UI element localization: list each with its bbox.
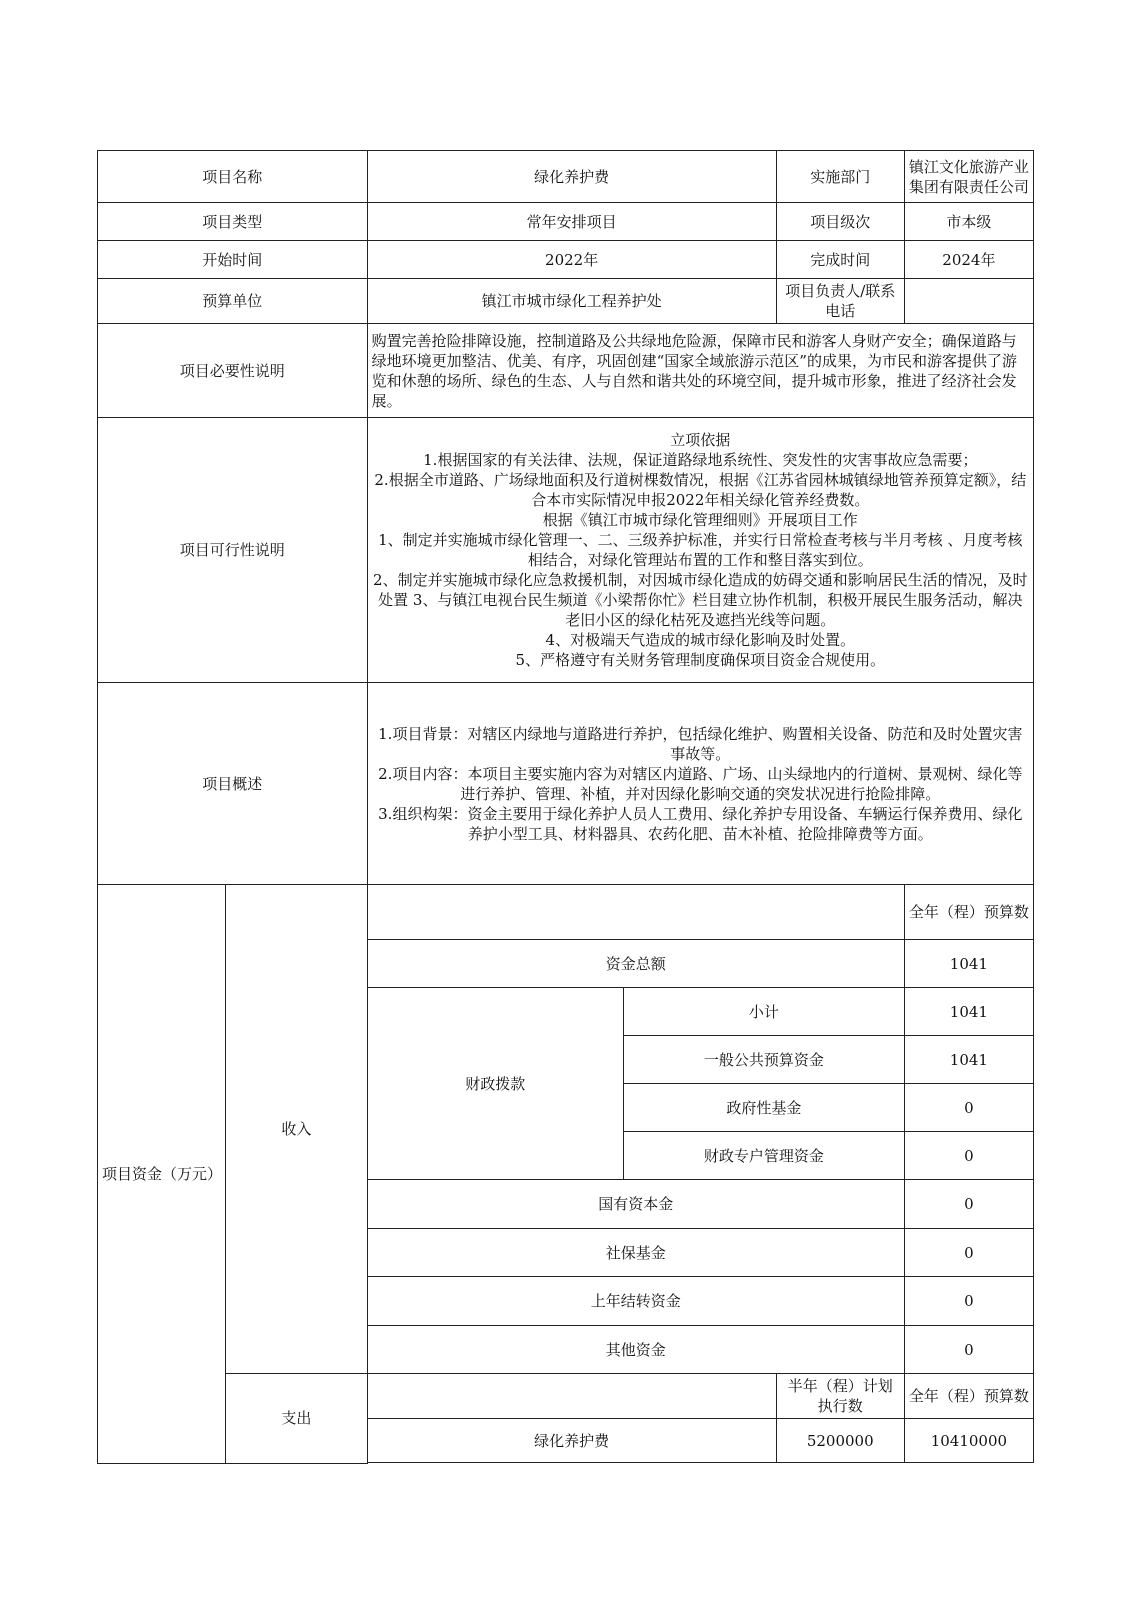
dept-value: 镇江文化旅游产业集团有限责任公司 [904,151,1033,203]
expense-label: 支出 [226,1374,367,1464]
special-value: 0 [904,1132,1033,1180]
end-value: 2024年 [904,241,1033,279]
carryover-value: 0 [904,1277,1033,1326]
social-value: 0 [904,1229,1033,1277]
expense-annual-value: 10410000 [904,1419,1033,1463]
feasibility-text [367,418,1033,683]
type-value: 常年安排项目 [367,203,776,241]
other-value: 0 [904,1326,1033,1374]
total-label: 资金总额 [367,940,904,988]
feasibility-line: 立项依据 [670,431,731,449]
dept-label: 实施部门 [776,151,904,203]
gov-fund-label: 政府性基金 [623,1084,904,1132]
feasibility-line: 5、严格遵守有关财务管理制度确保项目资金合规使用。 [515,651,886,669]
half-year-header: 半年（程）计划执行数 [776,1374,904,1419]
start-label: 开始时间 [98,241,368,279]
level-value: 市本级 [904,203,1033,241]
annual-budget-header-2: 全年（程）预算数 [904,1374,1033,1419]
necessity-label: 项目必要性说明 [98,324,368,418]
subtotal-value: 1041 [904,988,1033,1036]
feasibility-line: 1.根据国家的有关法律、法规，保证道路绿地系统性、突发性的灾害事故应急需要； [423,451,978,469]
other-label: 其他资金 [367,1326,904,1374]
expense-half-value: 5200000 [776,1419,904,1463]
general-label: 一般公共预算资金 [623,1036,904,1084]
income-header-blank [367,885,904,940]
subtotal-label: 小计 [623,988,904,1036]
gov-fund-value: 0 [904,1084,1033,1132]
state-capital-label: 国有资本金 [367,1180,904,1229]
end-label: 完成时间 [776,241,904,279]
feasibility-line: 1、制定并实施城市绿化管理一、二、三级养护标准，并实行日常检查考核与半月考核 、月度考核相结合，对绿化管理站布置的工作和整目落实到位。 [378,531,1023,569]
budget-unit-label: 预算单位 [98,279,368,324]
overview-label: 项目概述 [98,683,368,885]
feasibility-line: 2.根据全市道路、广场绿地面积及行道树棵数情况，根据《江苏省园林城镇绿地管养预算定额》，结合本市实际情况申报2022年相关绿化管养经费数。 [374,471,1027,509]
feasibility-line: 4、对极端天气造成的城市绿化影响及时处置。 [545,631,856,649]
income-label: 收入 [226,885,367,1374]
carryover-label: 上年结转资金 [367,1277,904,1326]
overview-text [367,683,1033,885]
funds-label: 项目资金（万元） [98,885,226,1464]
feasibility-line: 2、制定并实施城市绿化应急救援机制，对因城市绿化造成的妨碍交通和影响居民生活的情况，及时处置 3、与镇江电视台民生频道《小梁帮你忙》栏目建立协作机制，积极开展民生服务活动，解决老旧小区的绿化枯死及遮挡光线等问题。 [373,571,1028,629]
annual-budget-header: 全年（程）预算数 [904,885,1033,940]
special-label: 财政专户管理资金 [623,1132,904,1180]
total-value: 1041 [904,940,1033,988]
social-label: 社保基金 [367,1229,904,1277]
level-label: 项目级次 [776,203,904,241]
necessity-text: 购置完善抢险排障设施，控制道路及公共绿地危险源，保障市民和游客人身财产安全；确保道路与绿地环境更加整洁、优美、有序，巩固创建“国家全域旅游示范区”的成果，为市民和游客提供了游览和休憩的场所、绿色的生态、人与自然和谐共处的环境空间，提升城市形象，推进了经济社会发展。 [367,324,1033,418]
expense-item-label: 绿化养护费 [367,1419,776,1463]
fiscal-label: 财政拨款 [367,988,623,1180]
expense-header-blank [367,1374,776,1419]
overview-line: 1.项目背景：对辖区内绿地与道路进行养护，包括绿化维护、购置相关设备、防范和及时处置灾害事故等。 [378,724,1023,763]
overview-line: 2.项目内容：本项目主要实施内容为对辖区内道路、广场、山头绿地内的行道树、景观树、绿化等进行养护、管理、补植，并对因绿化影响交通的突发状况进行抢险排障。 [378,764,1023,803]
state-capital-value: 0 [904,1180,1033,1229]
contact-label: 项目负责人/联系电话 [776,279,904,324]
overview-line: 3.组织构架：资金主要用于绿化养护人员人工费用、绿化养护专用设备、车辆运行保养费用、绿化养护小型工具、材料器具、农药化肥、苗木补植、抢险排障费等方面。 [378,804,1023,843]
feasibility-label: 项目可行性说明 [98,418,368,683]
start-value: 2022年 [367,241,776,279]
project-form-table [97,150,1034,1464]
feasibility-line: 根据《镇江市城市绿化管理细则》开展项目工作 [542,511,858,529]
spacer [367,1463,1033,1464]
budget-unit-value: 镇江市城市绿化工程养护处 [367,279,776,324]
contact-value [904,279,1033,324]
general-value: 1041 [904,1036,1033,1084]
project-name-label: 项目名称 [98,151,368,203]
type-label: 项目类型 [98,203,368,241]
project-name-value: 绿化养护费 [367,151,776,203]
